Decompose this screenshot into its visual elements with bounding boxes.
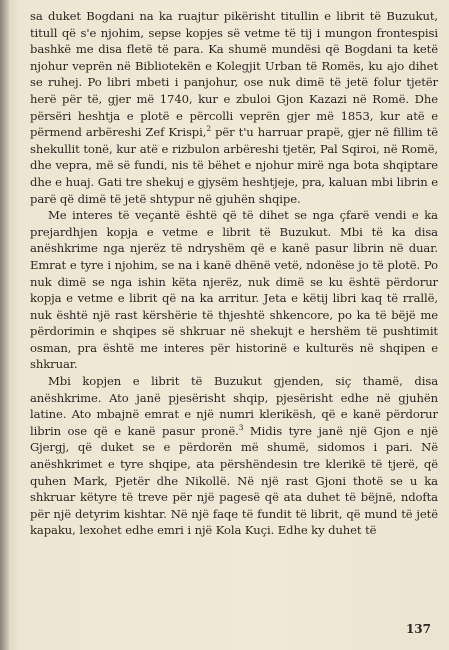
paragraph-1 — [30, 8, 438, 207]
paragraph-1-text: sa duket Bogdani na ka ruajtur pikërisht titullin e librit të Buzukut, titull që s'e njohim, sepse kopjes së vetme të tij i mungon frontespisi bashkë me disa fletë të para. Ka shumë mundësi që Bogdani ta ketë njohur veprën në Bibliotekën e Kolegjit Urban të Romës, ku ajo dihet se ruhej. Po libri mbeti i panjohur, ose nuk dimë të jetë folur tjetër herë për të, gjer më 1740, kur e zbuloi Gjon Kazazi në Romë. Dhe përsëri heshtja e plotë e përcolli veprën gjer më 1853, kur atë e përmend arbëreshi Zef Krispi, — [30, 9, 438, 140]
book-spine-shadow — [0, 0, 9, 650]
paragraph-1-text-after: për t'u harruar prapë, gjer në fillim të shekullit tonë, kur atë e rizbulon arbëreshi tjetër, Pal Sqiroi, në Romë, dhe vepra, më së fundi, nis të bëhet e njohur mirë nga bota shqiptare dhe e huaj. Gati tre shekuj e gjysëm heshtjeje, pra, kaluan mbi librin e parë që dimë të jetë shtypur në gjuhën shqipe. — [30, 125, 438, 206]
footnote-marker-2: 2 — [206, 124, 211, 134]
page-number: 137 — [405, 622, 431, 636]
paragraph-3-text: Mbi kopjen e librit të Buzukut gjenden, siç thamë, disa anëshkrime. Ato janë pjesërisht shqip, pjesërisht edhe në gjuhën latine. Ato mbajnë emrat e një numri klerikësh, që e kanë përdorur librin ose që e kanë pasur pronë. — [30, 374, 438, 438]
footnote-marker-3: 3 — [238, 422, 244, 432]
paragraph-3 — [30, 373, 438, 539]
paragraph-3-text-after: Midis tyre janë një Gjon e një Gjergj, që duket se e përdorën më shumë, sidomos i pari. Në anëshkrimet e tyre shqipe, ata përshëndesin tre klerikë të tjerë, që quhen Mark, Pjetër dhe Nikollë. Në një rast Gjoni thotë se u ka shkruar këtyre të treve për një pagesë që ata duhet të bëjnë, ndofta për një detyrim kishtar. Në një faqe të fundit të librit, që mund të jetë kapaku, lexohet edhe emri i një Kola Kuçi. Edhe ky duhet të — [30, 423, 438, 538]
paragraph-2 — [30, 207, 438, 373]
paragraph-2-text: Me interes të veçantë është që të dihet se nga çfarë vendi e ka prejardhjen kopja e vetme e librit të Buzukut. Mbi të ka disa anëshkrime nga njerëz të ndryshëm që e kanë pasur librin në duar. Emrat e tyre i njohim, se na i kanë dhënë vetë, ndonëse jo të plotë. Po nuk dimë se nga ishin këta njerëz, nuk dimë se ku është përdorur kopja e vetme e librit që na ka arritur. Jeta e këtij libri kaq të rrallë, nuk është një rast kërshërie të thjeshtë shkencore, po ka të bëjë me përdorimin e shqipes së shkruar në shekujt e hershëm të pushtimit osman, pra është me interes për historinë e kulturës në shqipen e shkruar. — [30, 208, 438, 372]
body-text — [30, 8, 438, 539]
